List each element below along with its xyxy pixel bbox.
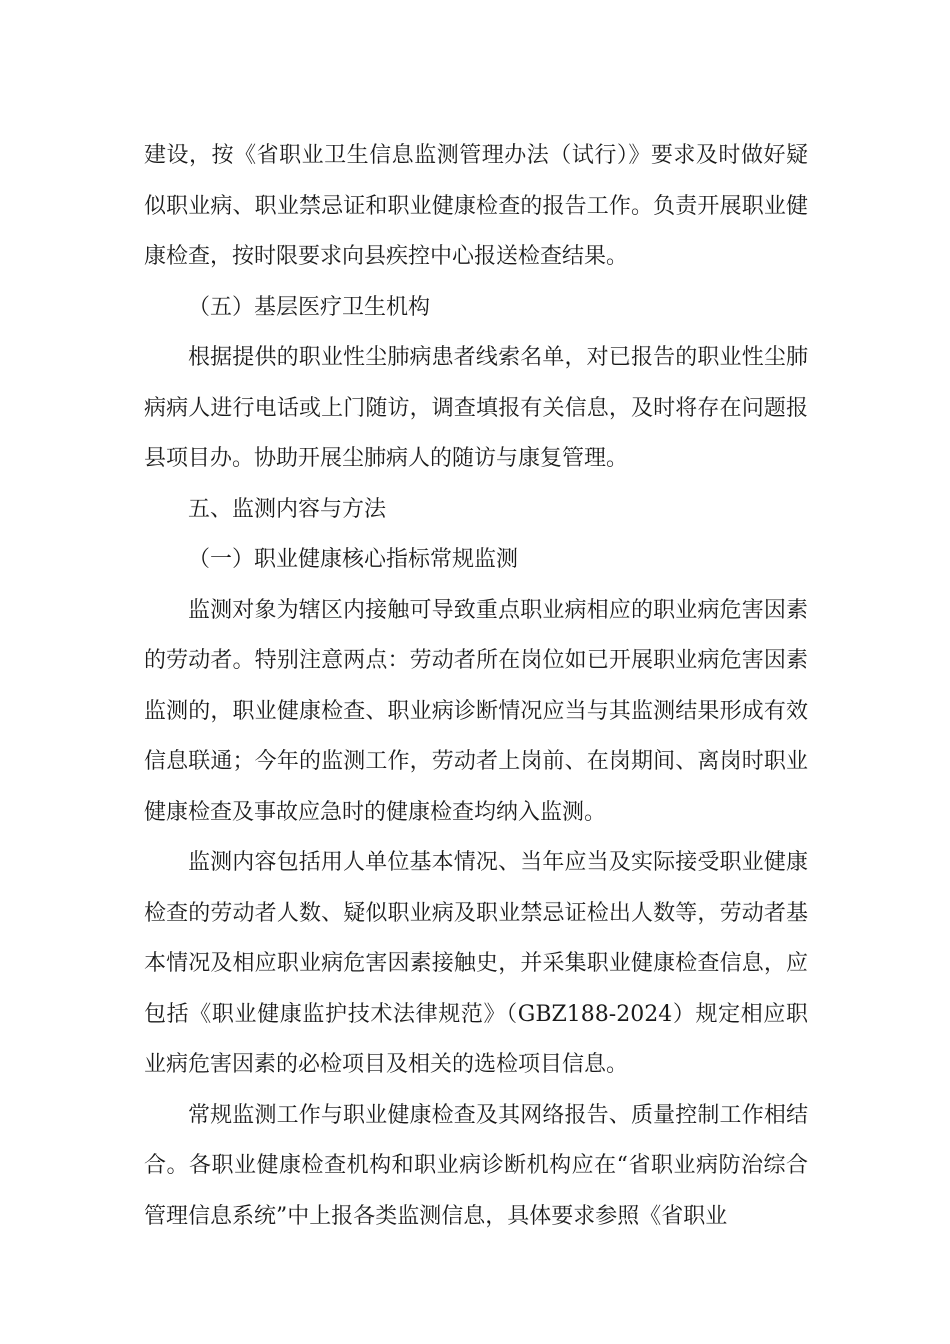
paragraph-monitoring-content: 监测内容包括用人单位基本情况、当年应当及实际接受职业健康检查的劳动者人数、疑似职业病及职业禁忌证检出人数等，劳动者基本情况及相应职业病危害因素接触史，并采集职业健康检查信息，应包括《职业健康监护技术法律规范》（GBZ188-2024）规定相应职业病危害因素的必检项目及相关的选检项目信息。: [144, 850, 808, 1077]
paragraph-routine-monitoring: 常规监测工作与职业健康检查及其网络报告、质量控制工作相结合。各职业健康检查机构和职业病诊断机构应在“省职业病防治综合管理信息系统”中上报各类监测信息，具体要求参照《省职业: [144, 1102, 808, 1229]
section-heading-monitoring-content: 五、监测内容与方法: [188, 496, 387, 522]
section-heading-grassroots-medical: （五）基层医疗卫生机构: [188, 294, 431, 320]
paragraph-monitoring-subjects: 监测对象为辖区内接触可导致重点职业病相应的职业病危害因素的劳动者。特别注意两点：劳动者所在岗位如已开展职业病危害因素监测的，职业健康检查、职业病诊断情况应当与其监测结果形成有效信息联通；今年的监测工作，劳动者上岗前、在岗期间、离岗时职业健康检查及事故应急时的健康检查均纳入监测。: [144, 597, 808, 825]
paragraph-continuation: 建设，按《省职业卫生信息监测管理办法（试行）》要求及时做好疑似职业病、职业禁忌证和职业健康检查的报告工作。负责开展职业健康检查，按时限要求向县疾控中心报送检查结果。: [144, 143, 808, 269]
document-body: [144, 131, 808, 1242]
section-heading-core-indicators: （一）职业健康核心指标常规监测: [188, 547, 519, 572]
paragraph-follow-up: 根据提供的职业性尘肺病患者线索名单，对已报告的职业性尘肺病病人进行电话或上门随访，调查填报有关信息，及时将存在问题报县项目办。协助开展尘肺病人的随访与康复管理。: [144, 345, 808, 471]
